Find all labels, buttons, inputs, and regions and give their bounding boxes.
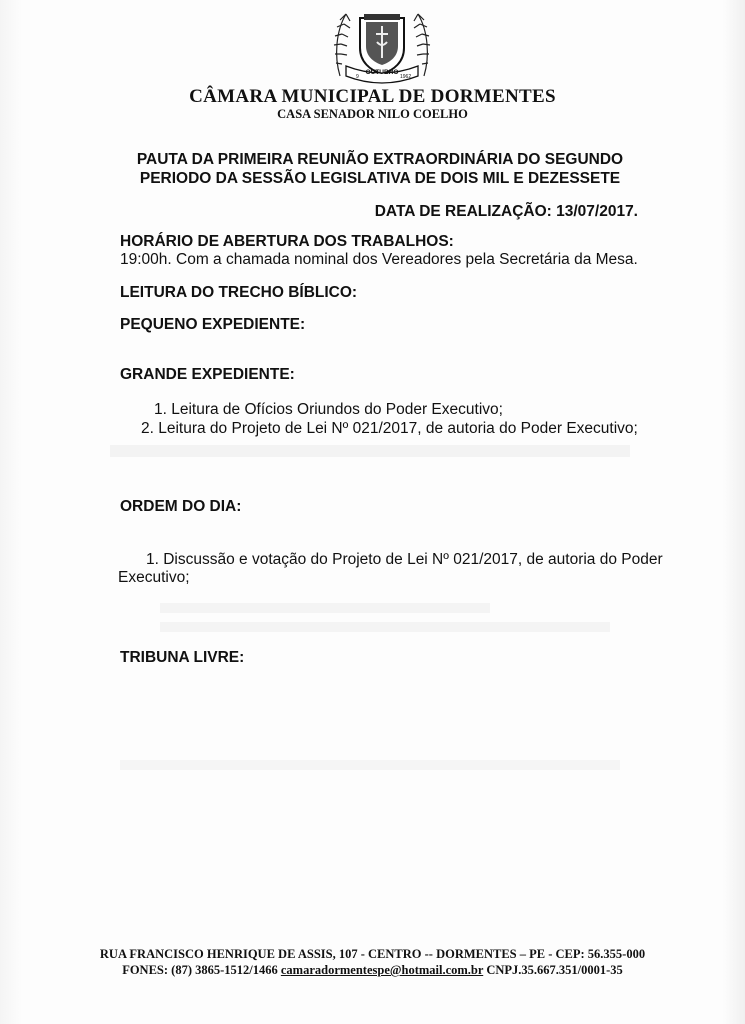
crest-motto: OUTUBRO <box>365 69 399 76</box>
order-item-1-line-1: 1. Discussão e votação do Projeto de Lei Nº 021/2017, de autoria do Poder <box>146 551 663 568</box>
show-through-mark <box>120 760 620 770</box>
opening-text: 19:00h. Com a chamada nominal dos Vereadores pela Secretária da Mesa. <box>120 251 638 268</box>
bible-reading-heading: LEITURA DO TRECHO BÍBLICO: <box>120 284 358 301</box>
chamber-name: CÂMARA MUNICIPAL DE DORMENTES <box>189 86 556 107</box>
crest-year: 1962 <box>400 74 412 80</box>
coat-of-arms-icon <box>330 6 434 84</box>
grand-expedient-heading: GRANDE EXPEDIENTE: <box>120 366 295 383</box>
free-tribune-heading: TRIBUNA LIVRE: <box>120 649 245 666</box>
grand-expedient-item-1: 1. Leitura de Ofícios Oriundos do Poder Executivo; <box>154 401 503 418</box>
small-expedient-heading: PEQUENO EXPEDIENTE: <box>120 316 306 333</box>
show-through-mark <box>160 622 610 632</box>
document-title-line-1: PAUTA DA PRIMEIRA REUNIÃO EXTRAORDINÁRIA DO SEGUNDO <box>136 151 624 168</box>
show-through-mark <box>160 603 490 613</box>
order-of-day-heading: ORDEM DO DIA: <box>120 498 242 515</box>
footer-phones: FONES: (87) 3865-1512/1466 <box>122 963 278 977</box>
building-name: CASA SENADOR NILO COELHO <box>277 107 468 121</box>
show-through-mark <box>110 445 630 457</box>
footer-cnpj: CNPJ.35.667.351/0001-35 <box>486 963 623 977</box>
crest-day: 9 <box>356 74 359 80</box>
opening-heading: HORÁRIO DE ABERTURA DOS TRABALHOS: <box>120 233 454 250</box>
document-title-line-2: PERIODO DA SESSÃO LEGISLATIVA DE DOIS MIL E DEZESSETE <box>139 170 621 187</box>
meeting-date: DATA DE REALIZAÇÃO: 13/07/2017. <box>374 203 638 220</box>
footer-address: RUA FRANCISCO HENRIQUE DE ASSIS, 107 - CENTRO -- DORMENTES – PE - CEP: 56.355-000 <box>99 947 646 961</box>
footer-email-link[interactable]: camaradormentespe@hotmail.com.br <box>280 963 484 977</box>
footer-contacts <box>0 963 745 978</box>
document-title <box>120 150 640 188</box>
grand-expedient-item-2: 2. Leitura do Projeto de Lei Nº 021/2017, de autoria do Poder Executivo; <box>141 420 638 437</box>
order-item-1-line-2: Executivo; <box>118 569 190 586</box>
